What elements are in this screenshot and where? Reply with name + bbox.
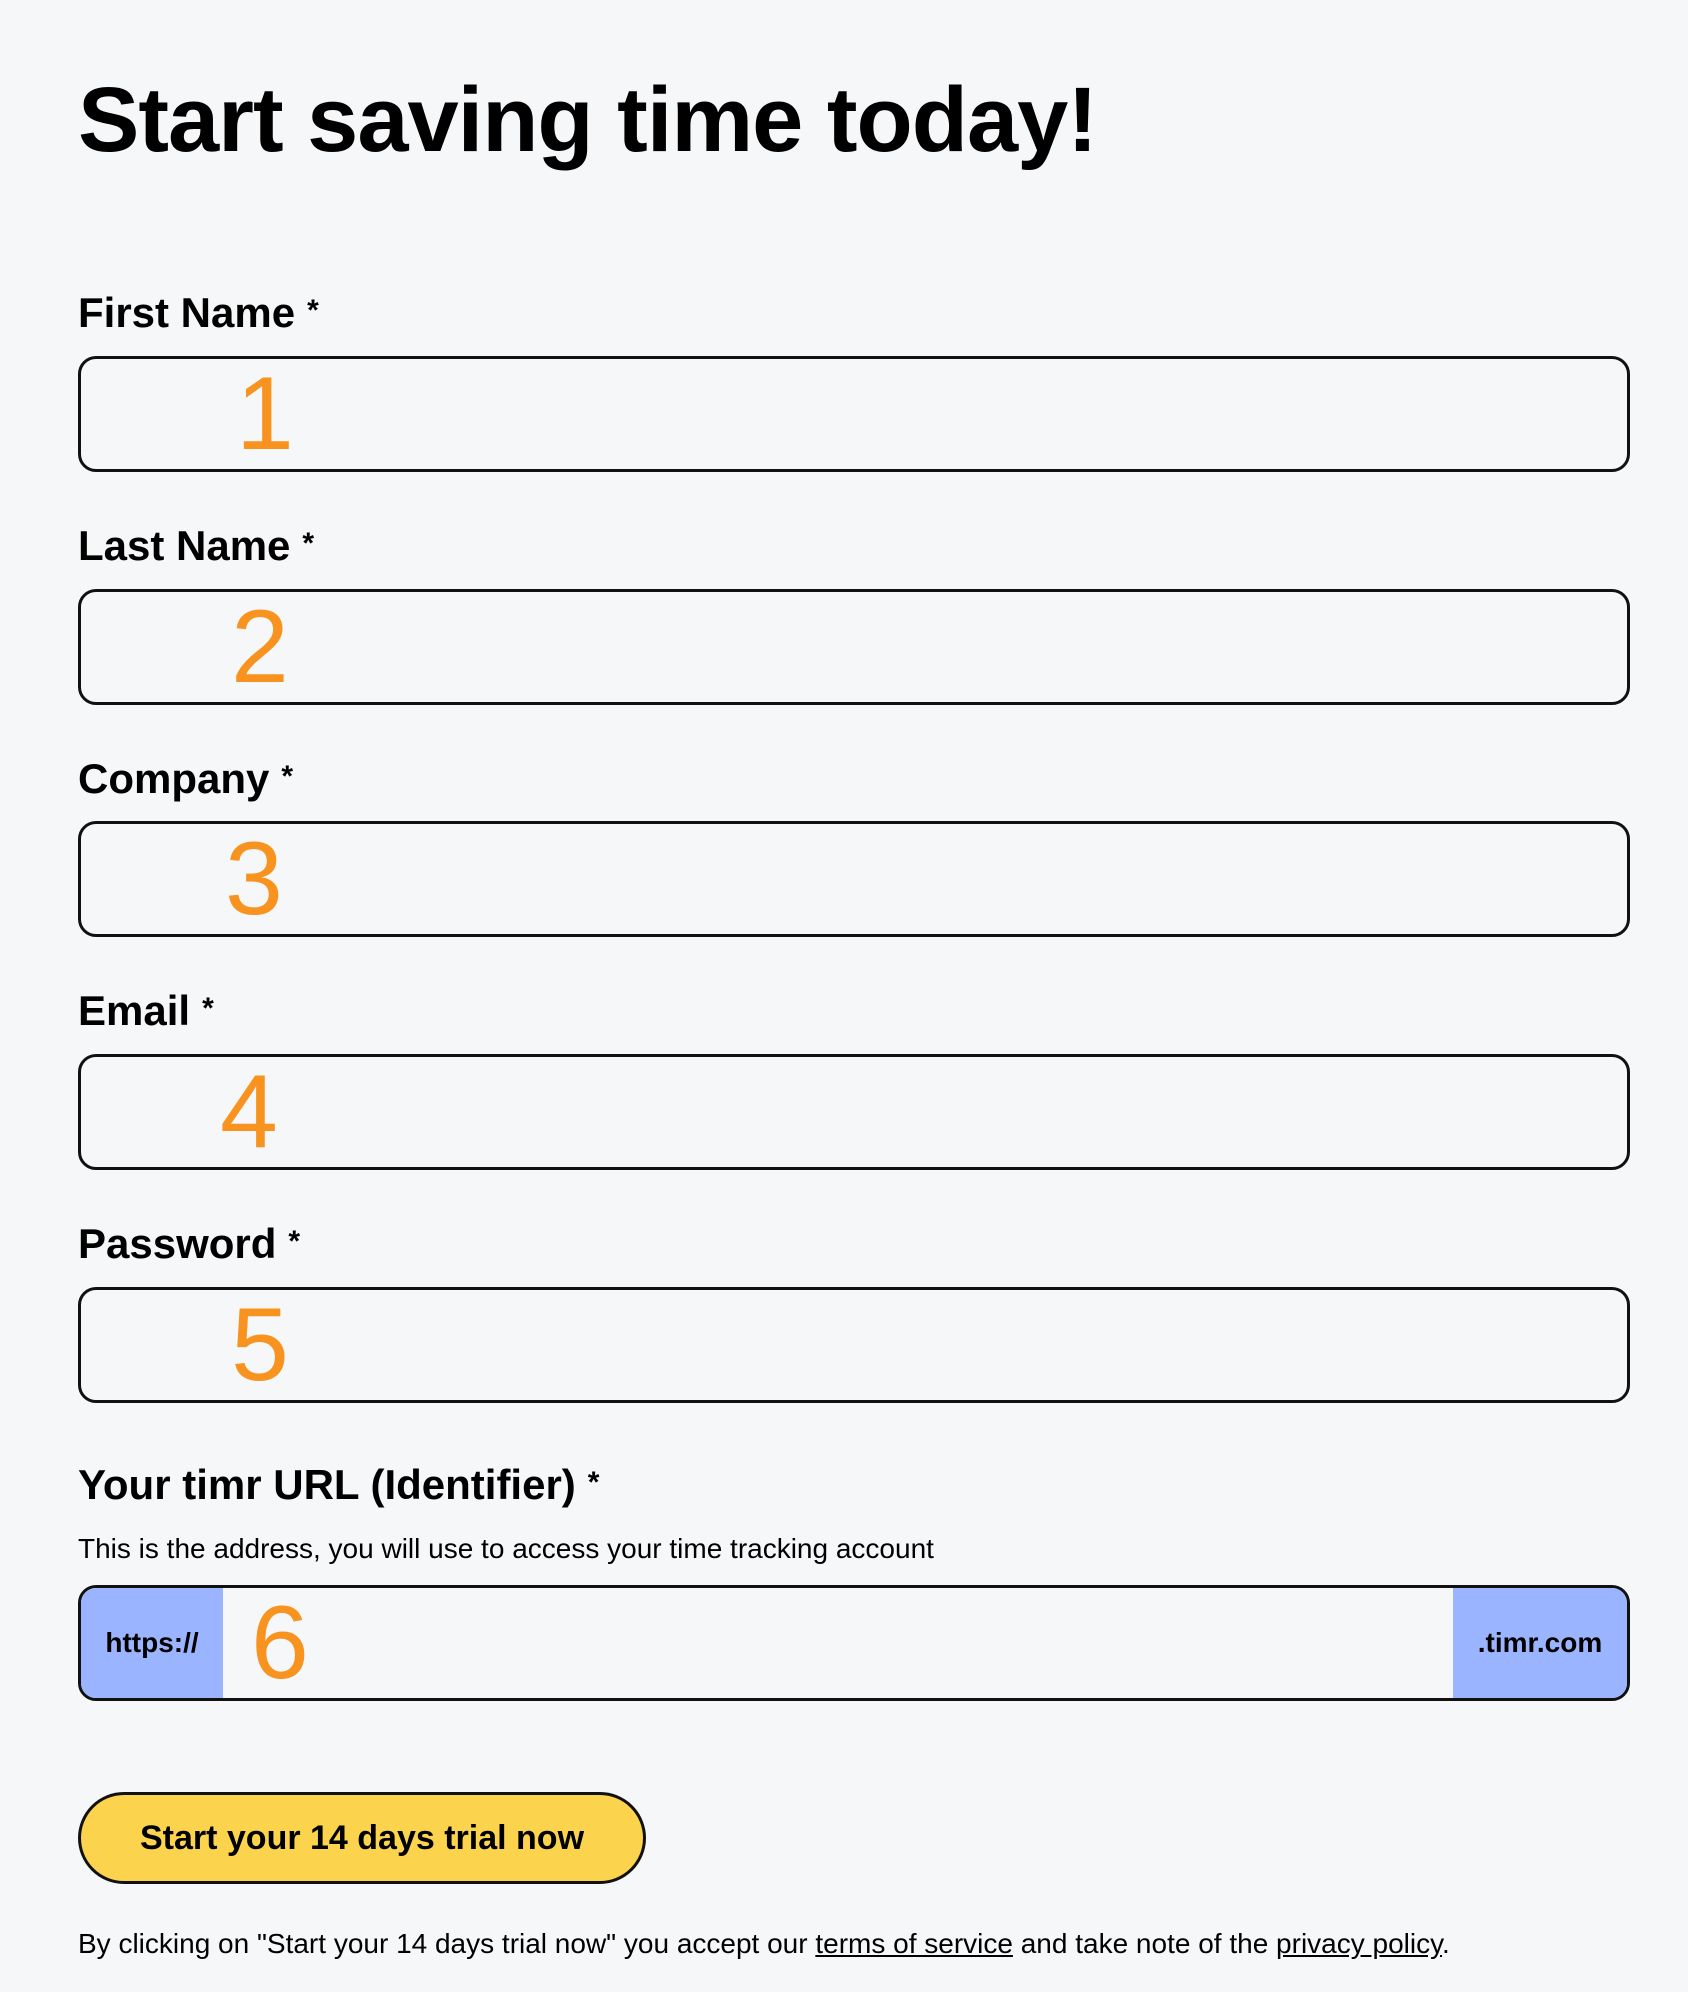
required-mark: *	[587, 1466, 600, 1499]
timr-url-field	[78, 1585, 1630, 1701]
required-mark: *	[302, 527, 315, 560]
timr-url-label-text: Your timr URL (Identifier)	[78, 1461, 576, 1508]
company-label	[78, 754, 293, 804]
password-label-text: Password	[78, 1220, 277, 1267]
required-mark: *	[281, 760, 294, 793]
url-suffix: .timr.com	[1453, 1588, 1627, 1698]
legal-text-before: By clicking on "Start your 14 days trial now" you accept our	[78, 1928, 816, 1959]
email-input[interactable]	[78, 1054, 1630, 1170]
url-prefix: https://	[81, 1588, 223, 1698]
field-marker-4: 4	[220, 1054, 278, 1170]
first-name-label-text: First Name	[78, 289, 296, 336]
email-label-text: Email	[78, 987, 191, 1034]
required-mark: *	[288, 1225, 301, 1258]
field-marker-5: 5	[231, 1287, 289, 1403]
first-name-label	[78, 288, 319, 338]
timr-url-label	[78, 1460, 599, 1510]
last-name-input[interactable]	[78, 589, 1630, 705]
field-marker-6: 6	[251, 1585, 309, 1701]
legal-text-after: .	[1442, 1928, 1450, 1959]
password-input[interactable]	[78, 1287, 1630, 1403]
field-marker-2: 2	[231, 589, 289, 705]
legal-text-middle: and take note of the	[1012, 1928, 1277, 1959]
field-marker-3: 3	[225, 821, 283, 937]
page-title: Start saving time today!	[78, 69, 1097, 171]
start-trial-button[interactable]: Start your 14 days trial now	[78, 1792, 646, 1884]
legal-notice	[78, 1926, 1450, 1962]
required-mark: *	[202, 992, 214, 1025]
field-marker-1: 1	[236, 356, 294, 472]
timr-url-hint: This is the address, you will use to access your time tracking account	[78, 1533, 934, 1564]
password-label	[78, 1219, 300, 1269]
last-name-label	[78, 521, 314, 571]
company-label-text: Company	[78, 755, 270, 802]
timr-url-input[interactable]	[223, 1585, 1453, 1701]
terms-of-service-link[interactable]: terms of service	[815, 1928, 1013, 1959]
required-mark: *	[307, 294, 319, 327]
privacy-policy-link[interactable]: privacy policy	[1276, 1928, 1443, 1959]
last-name-label-text: Last Name	[78, 522, 291, 569]
company-input[interactable]	[78, 821, 1630, 937]
email-label	[78, 986, 214, 1036]
first-name-input[interactable]	[78, 356, 1630, 472]
